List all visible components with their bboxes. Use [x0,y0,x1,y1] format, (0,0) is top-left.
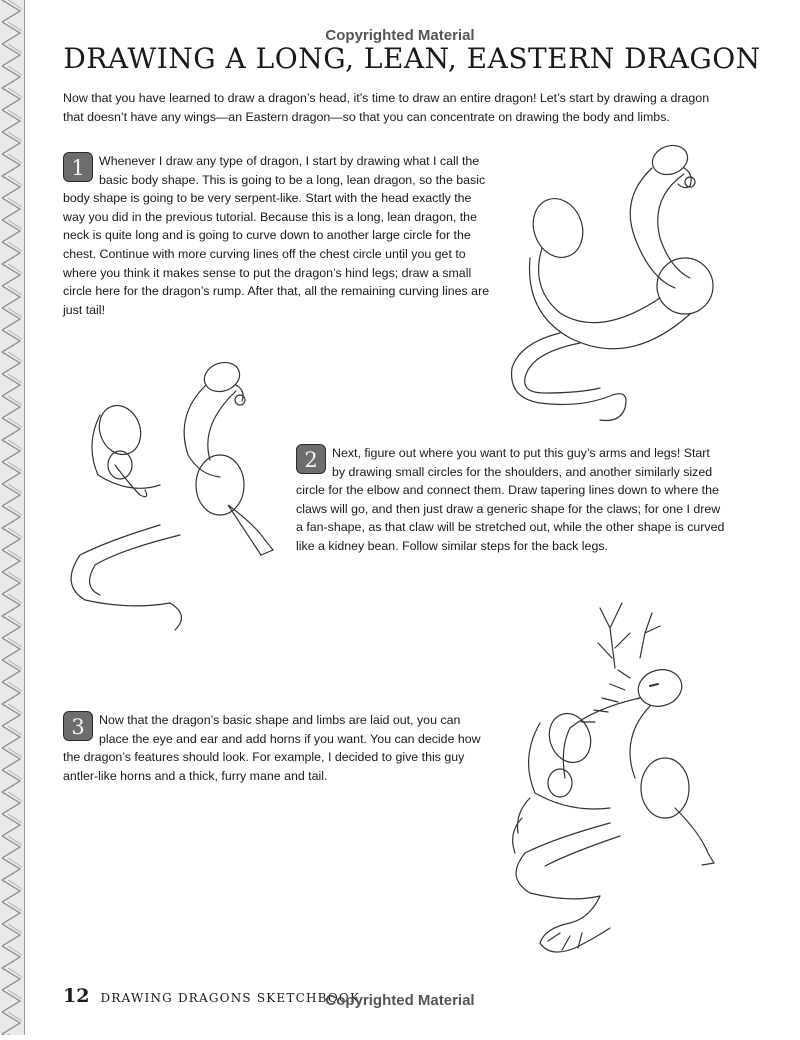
step-number-badge: 2 [296,444,326,474]
book-title: DRAWING DRAGONS SKETCHBOOK [100,991,361,1005]
dragon-sketch-limbs [60,355,300,645]
step-2 [296,444,726,556]
intro-paragraph: Now that you have learned to draw a dragon’s head, it’s time to draw an entire dragon! Let’s start by drawing a dragon that doesn’t have any wings—an Eastern dragon—so that you can concentrate on drawing the body and limbs. [63,91,710,124]
page-number: 12 [63,985,90,1007]
dragon-sketch-body-shape [500,138,730,428]
copyright-watermark-top: Copyrighted Material [325,27,475,44]
step-number-badge: 3 [63,711,93,741]
decorative-left-border [0,0,25,1035]
page-title: DRAWING A LONG, LEAN, EASTERN DRAGON [63,42,761,75]
zigzag-pattern-icon [0,0,24,1035]
copyright-watermark-bottom: Copyrighted Material [325,992,475,1009]
step-number-badge: 1 [63,152,93,182]
step-1 [63,152,493,319]
step-3 [63,711,493,785]
step-text: Whenever I draw any type of dragon, I start by drawing what I call the basic body shape. This is going to be a long, lean dragon, so the basic body shape is going to be very serpent-like. Start with the head exactly the way you did in the previous tutorial. Because this is a long, lean dragon, the neck is quite long and is going to curve down to another large circle for the chest. Continue with more curving lines off the chest circle until you get to where you think it makes sense to put the dragon’s hind legs; draw a small circle here for the dragon’s rump. After that, all the remaining curving lines are just tail! [63,154,490,317]
dragon-sketch-antlers-mane [500,598,740,973]
step-text: Next, figure out where you want to put this guy’s arms and legs! Start by drawing small circles for the shoulders, and another similarly sized circle for the elbow and connect them. Draw tapering lines down to where the claws will go, and then just draw a generic shape for the claws; for one I drew a fan-shape, as that claw will be stretched out, while the other shape is curved like a kidney bean. Follow similar steps for the back legs. [296,446,725,553]
step-text: Now that the dragon’s basic shape and limbs are laid out, you can place the eye and ear and add horns if you want. You can decide how the dragon’s features should look. For example, I decided to give this guy antler-like horns and a thick, furry mane and tail. [63,713,481,783]
